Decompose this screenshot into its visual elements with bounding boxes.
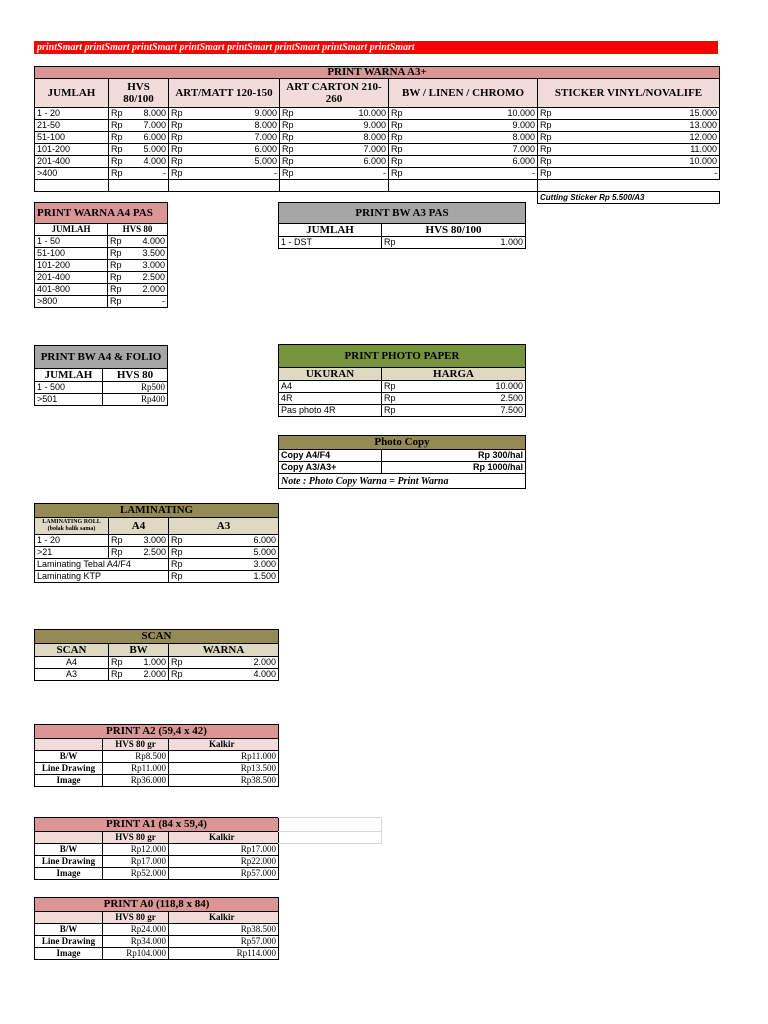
- table-row: [35, 284, 168, 296]
- col-header: BW: [109, 644, 169, 657]
- table-print-photo: [278, 344, 526, 417]
- table-cell: 9.000: [189, 108, 280, 120]
- gridline: [278, 830, 382, 844]
- table-cell: A4: [279, 381, 382, 393]
- col-header: SCAN: [35, 644, 109, 657]
- col-header: HVS 80 gr: [103, 912, 169, 924]
- table-cell: Rp: [109, 535, 129, 547]
- table-cell: Rp: [538, 120, 558, 132]
- table-cell: Image: [35, 868, 103, 880]
- table-row: [279, 381, 526, 393]
- table-title: PRINT PHOTO PAPER: [279, 345, 526, 368]
- table-cell: Rp: [108, 260, 128, 272]
- table-cell: Rp: [169, 669, 189, 681]
- table-cell: Rp: [169, 559, 189, 571]
- table-cell: Rp: [169, 657, 189, 669]
- table-cell: 1.500: [189, 571, 279, 583]
- table-cell: Rp38.500: [169, 924, 279, 936]
- table-cell: Rp: [389, 120, 409, 132]
- table-cell: Rp57.000: [169, 936, 279, 948]
- table-cell: B/W: [35, 924, 103, 936]
- table-row: [279, 393, 526, 405]
- table-cell: Rp114.000: [169, 948, 279, 960]
- table-cell: Rp: [169, 535, 189, 547]
- table-cell: 8.000: [300, 132, 389, 144]
- table-cell: 201-400: [35, 272, 108, 284]
- table-cell: Rp17.000: [103, 856, 169, 868]
- table-row: [35, 571, 279, 583]
- table-row: [35, 260, 168, 272]
- table-row: [35, 180, 720, 192]
- table-cell: Rp: [109, 132, 129, 144]
- table-cell: 2.000: [129, 669, 169, 681]
- table-cell: Rp: [109, 547, 129, 559]
- table-cell: 10.000: [409, 108, 538, 120]
- table-row: [35, 535, 279, 547]
- table-cell: 2.500: [129, 547, 169, 559]
- table-cell: 2.500: [128, 272, 168, 284]
- laminating-roll-label: LAMINATING ROLL: [42, 519, 101, 525]
- table-cell: -: [409, 168, 538, 180]
- table-cell: 7.500: [412, 405, 526, 417]
- table-title: PRINT A1 (84 x 59,4): [35, 818, 279, 832]
- table-cell: 7.000: [189, 132, 280, 144]
- table-row: [35, 657, 279, 669]
- table-cell: Rp8.500: [103, 751, 169, 763]
- table-cell: >21: [35, 547, 109, 559]
- table-cell: Rp: [169, 120, 189, 132]
- table-cell: Rp22.000: [169, 856, 279, 868]
- table-row: [35, 296, 168, 308]
- table-cell: Pas photo 4R: [279, 405, 382, 417]
- table-cell: Rp: [108, 296, 128, 308]
- table-cell: 2.000: [189, 657, 279, 669]
- table-row: [35, 156, 720, 168]
- table-cell: Rp: [108, 272, 128, 284]
- table-scan: [34, 629, 279, 681]
- table-cell: 1 - 500: [35, 382, 103, 394]
- table-cell: Image: [35, 948, 103, 960]
- table-cell: 9.000: [300, 120, 389, 132]
- table-title: PRINT A2 (59,4 x 42): [35, 725, 279, 739]
- table-cell: 7.000: [129, 120, 169, 132]
- table-title: PRINT WARNA A4 PAS: [35, 203, 168, 224]
- table-cell: Rp: [538, 132, 558, 144]
- table-cell: Rp34.000: [103, 936, 169, 948]
- table-cell: Rp: [109, 120, 129, 132]
- col-header: ART/MATT 120-150: [169, 79, 280, 108]
- table-cell: 6.000: [189, 535, 279, 547]
- table-cell: 8.000: [189, 120, 280, 132]
- table-cell: 3.000: [189, 559, 279, 571]
- table-cell: 8.000: [409, 132, 538, 144]
- table-cell: 401-800: [35, 284, 108, 296]
- table-cell: Rp 300/hal: [382, 450, 526, 462]
- table-row: [35, 236, 168, 248]
- table-cell: Rp: [108, 284, 128, 296]
- table-cell: 101-200: [35, 260, 108, 272]
- table-cell: Image: [35, 775, 103, 787]
- table-title: PRINT A0 (118,8 x 84): [35, 898, 279, 912]
- table-cell: 1 - DST: [279, 237, 382, 249]
- table-cell: Rp12.000: [103, 844, 169, 856]
- table-cell: Rp: [382, 237, 412, 249]
- table-cell: 3.000: [129, 535, 169, 547]
- table-row: [35, 168, 720, 180]
- table-cell: Rp500: [103, 382, 168, 394]
- table-cell: Rp: [538, 156, 558, 168]
- table-cell: Rp: [382, 405, 412, 417]
- table-row: [35, 844, 279, 856]
- table-row: [35, 144, 720, 156]
- table-cell: Rp57.000: [169, 868, 279, 880]
- table-cell: Rp: [382, 393, 412, 405]
- col-header: A3: [169, 518, 279, 535]
- table-cell: Rp: [169, 144, 189, 156]
- table-cell: Rp104.000: [103, 948, 169, 960]
- table-cell: Rp: [389, 108, 409, 120]
- table-cell: Rp: [108, 248, 128, 260]
- table-cell: Rp: [538, 168, 558, 180]
- table-cell: Rp52.000: [103, 868, 169, 880]
- col-header: HVS 80: [103, 369, 168, 382]
- table-row: [35, 763, 279, 775]
- table-cell: 4.000: [128, 236, 168, 248]
- col-header: Kalkir: [169, 739, 279, 751]
- table-cell: 6.000: [300, 156, 389, 168]
- table-cell: Line Drawing: [35, 763, 103, 775]
- table-title: PRINT BW A3 PAS: [279, 203, 526, 224]
- table-cell: 6.000: [129, 132, 169, 144]
- table-cell: Rp: [169, 168, 189, 180]
- table-photo-copy: [278, 435, 526, 489]
- table-row: [35, 948, 279, 960]
- table-cell: 2.000: [128, 284, 168, 296]
- table-cell: 2.500: [412, 393, 526, 405]
- table-title: SCAN: [35, 630, 279, 644]
- table-title: PRINT WARNA A3+: [35, 67, 720, 79]
- table-cell: Rp: [109, 156, 129, 168]
- table-cell: B/W: [35, 751, 103, 763]
- table-cell: Rp: [280, 156, 300, 168]
- col-header: WARNA: [169, 644, 279, 657]
- table-cell: Rp: [109, 657, 129, 669]
- table-cell: Rp17.000: [169, 844, 279, 856]
- col-header: JUMLAH: [35, 224, 108, 236]
- table-cell: 1 - 20: [35, 535, 109, 547]
- table-cell: Rp: [169, 108, 189, 120]
- table-row: [35, 108, 720, 120]
- table-row: [35, 120, 720, 132]
- table-cell: Rp: [169, 132, 189, 144]
- table-cell: Rp36.000: [103, 775, 169, 787]
- table-cell: 51-100: [35, 248, 108, 260]
- table-cell: 1 - 50: [35, 236, 108, 248]
- table-cell: 201-400: [35, 156, 109, 168]
- table-cell: 4R: [279, 393, 382, 405]
- table-cell: 1.000: [129, 657, 169, 669]
- col-header: JUMLAH: [279, 224, 382, 237]
- col-header: JUMLAH: [35, 79, 109, 108]
- table-cell: 15.000: [558, 108, 720, 120]
- table-cell: Rp11.000: [103, 763, 169, 775]
- table-cell: 10.000: [558, 156, 720, 168]
- table-cell: Copy A4/F4: [279, 450, 382, 462]
- table-cell: -: [189, 168, 280, 180]
- table-cell: Rp: [389, 132, 409, 144]
- table-row: [35, 751, 279, 763]
- table-row: [35, 132, 720, 144]
- table-row: [35, 924, 279, 936]
- col-header: Kalkir: [169, 912, 279, 924]
- table-print-bw-a4: [34, 345, 168, 406]
- table-cell: Rp: [169, 156, 189, 168]
- table-cell: >501: [35, 394, 103, 406]
- table-cell: 10.000: [300, 108, 389, 120]
- table-cell: A4: [35, 657, 109, 669]
- col-header: HVS 80/100: [382, 224, 526, 237]
- table-cell: Rp: [109, 144, 129, 156]
- table-cell: 5.000: [129, 144, 169, 156]
- table-cell: Rp 1000/hal: [382, 462, 526, 474]
- table-cell: Rp: [109, 669, 129, 681]
- table-cell: 51-100: [35, 132, 109, 144]
- table-cell: Rp: [169, 571, 189, 583]
- photo-copy-note: Note : Photo Copy Warna = Print Warna: [279, 474, 526, 489]
- table-cell: 13.000: [558, 120, 720, 132]
- table-row: [35, 868, 279, 880]
- table-cell: A3: [35, 669, 109, 681]
- table-print-a0: [34, 897, 279, 960]
- table-cell: 4.000: [189, 669, 279, 681]
- table-cell: Rp24.000: [103, 924, 169, 936]
- table-cell: 21-50: [35, 120, 109, 132]
- table-cell: 1 - 20: [35, 108, 109, 120]
- col-header: UKURAN: [279, 368, 382, 381]
- col-header: ART CARTON 210-260: [280, 79, 389, 108]
- table-cell: B/W: [35, 844, 103, 856]
- table-cell: -: [128, 296, 168, 308]
- table-cell: Rp: [169, 547, 189, 559]
- table-cell: 5.000: [189, 156, 280, 168]
- table-row: [35, 936, 279, 948]
- table-cell: Line Drawing: [35, 936, 103, 948]
- table-title: Photo Copy: [279, 436, 526, 450]
- table-cell: 3.000: [128, 260, 168, 272]
- table-cell: -: [558, 168, 720, 180]
- col-header: HARGA: [382, 368, 526, 381]
- table-laminating: [34, 503, 279, 583]
- table-print-warna-a3: [34, 66, 720, 204]
- table-cell: Rp: [109, 108, 129, 120]
- table-title: LAMINATING: [35, 504, 279, 518]
- table-cell: 9.000: [409, 120, 538, 132]
- table-print-bw-a3: [278, 202, 526, 249]
- laminating-roll-sub: (bolak balik sama): [47, 526, 96, 532]
- table-cell: 4.000: [129, 156, 169, 168]
- table-cell: Rp: [280, 108, 300, 120]
- col-header: STICKER VINYL/NOVALIFE: [538, 79, 720, 108]
- table-cell: 6.000: [189, 144, 280, 156]
- table-cell: 7.000: [300, 144, 389, 156]
- table-cell: 11.000: [558, 144, 720, 156]
- table-cell: 12.000: [558, 132, 720, 144]
- table-cell: Laminating Tebal A4/F4: [35, 559, 169, 571]
- table-cell: Rp: [280, 144, 300, 156]
- table-row: [35, 775, 279, 787]
- table-cell: Rp: [280, 168, 300, 180]
- table-cell: Rp: [280, 120, 300, 132]
- table-row: [35, 248, 168, 260]
- col-header: JUMLAH: [35, 369, 103, 382]
- col-header: [35, 518, 109, 535]
- table-cell: Rp: [108, 236, 128, 248]
- table-cell: Rp11.000: [169, 751, 279, 763]
- table-cell: 10.000: [412, 381, 526, 393]
- table-print-a1: [34, 817, 279, 880]
- table-cell: 101-200: [35, 144, 109, 156]
- col-header: Kalkir: [169, 832, 279, 844]
- table-cell: Rp38.500: [169, 775, 279, 787]
- table-cell: -: [300, 168, 389, 180]
- brand-banner: printSmart printSmart printSmart printSmart printSmart printSmart printSmart printSmart: [34, 41, 718, 54]
- cutting-sticker-note: Cutting Sticker Rp 5.500/A3: [538, 192, 720, 204]
- table-cell: Rp: [538, 108, 558, 120]
- col-header: HVS 80: [108, 224, 168, 236]
- table-cell: 1.000: [412, 237, 526, 249]
- table-cell: Rp: [109, 168, 129, 180]
- table-cell: 8.000: [129, 108, 169, 120]
- table-cell: Copy A3/A3+: [279, 462, 382, 474]
- table-cell: >800: [35, 296, 108, 308]
- table-cell: 6.000: [409, 156, 538, 168]
- table-cell: 7.000: [409, 144, 538, 156]
- table-row: [279, 405, 526, 417]
- table-cell: Line Drawing: [35, 856, 103, 868]
- table-cell: 3.500: [128, 248, 168, 260]
- table-cell: Rp: [382, 381, 412, 393]
- col-header: BW / LINEN / CHROMO: [389, 79, 538, 108]
- table-print-a2: [34, 724, 279, 787]
- table-row: [35, 272, 168, 284]
- table-cell: -: [129, 168, 169, 180]
- table-cell: Laminating KTP: [35, 571, 169, 583]
- table-row: [35, 559, 279, 571]
- table-title: PRINT BW A4 & FOLIO: [35, 346, 168, 369]
- col-header: A4: [109, 518, 169, 535]
- table-row: [35, 669, 279, 681]
- table-cell: Rp400: [103, 394, 168, 406]
- table-cell: 5.000: [189, 547, 279, 559]
- table-row: [35, 856, 279, 868]
- table-cell: Rp: [280, 132, 300, 144]
- col-header: HVS 80 gr: [103, 832, 169, 844]
- table-cell: >400: [35, 168, 109, 180]
- table-row: [35, 547, 279, 559]
- table-cell: Rp: [538, 144, 558, 156]
- col-header: HVS 80/100: [109, 79, 169, 108]
- table-cell: Rp: [389, 156, 409, 168]
- table-cell: Rp13.500: [169, 763, 279, 775]
- table-print-warna-a4: [34, 202, 168, 308]
- table-cell: Rp: [389, 168, 409, 180]
- col-header: HVS 80 gr: [103, 739, 169, 751]
- table-cell: Rp: [389, 144, 409, 156]
